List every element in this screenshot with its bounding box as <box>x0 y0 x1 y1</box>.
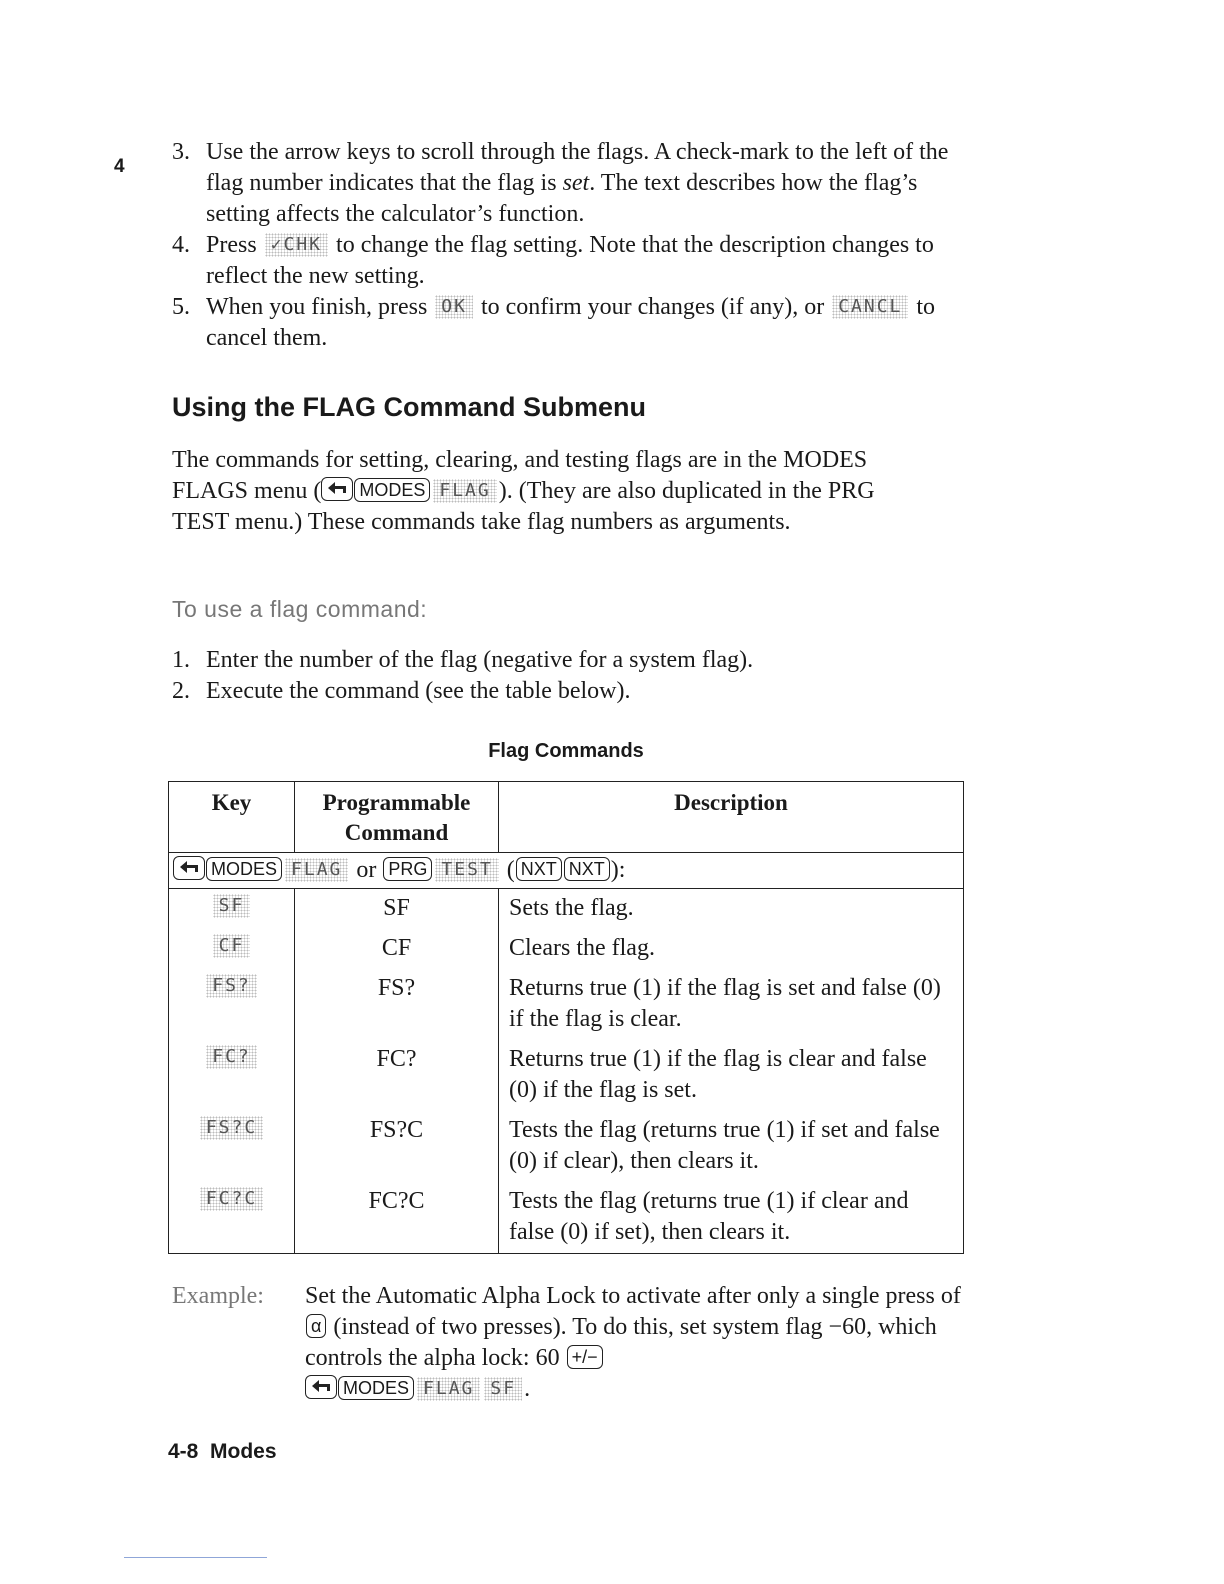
example-label: Example: <box>172 1283 264 1309</box>
cf-softkey: CF <box>213 934 251 958</box>
step-3: 3. Use the arrow keys to scroll through the flags. A check-mark to the left of the flag number indicates that the flag is set. The text describes how the flag’s setting affects the calculator’s function. <box>172 139 949 227</box>
alpha-key: α <box>306 1314 326 1338</box>
description-cell: Tests the flag (returns true (1) if set and false (0) if clear), then clears it. <box>499 1111 964 1182</box>
command-cell: CF <box>295 929 499 969</box>
modes-key: MODES <box>206 857 282 881</box>
header-key: Key <box>169 782 295 853</box>
flag-softkey: FLAG <box>433 479 496 503</box>
left-shift-key-icon <box>321 477 353 501</box>
prg-key: PRG <box>383 857 432 881</box>
nxt-key: NXT <box>564 857 610 881</box>
table-header-row <box>169 782 964 853</box>
flag-commands-table <box>168 781 964 1254</box>
table-row <box>169 969 964 1040</box>
fc-softkey: FC? <box>206 1045 257 1069</box>
chk-softkey: ✓CHK <box>265 233 328 257</box>
modes-key: MODES <box>338 1376 414 1400</box>
table-title: Flag Commands <box>488 740 644 762</box>
description-cell: Sets the flag. <box>499 889 964 930</box>
step-5: 5. When you finish, press OK to confirm your changes (if any), or CANCL to cancel them. <box>172 294 936 351</box>
left-shift-key-icon <box>173 856 205 880</box>
flag-softkey: FLAG <box>285 858 348 882</box>
chapter-tab: 4 <box>114 156 125 177</box>
use-step-1: 1. Enter the number of the flag (negative for a system flag). <box>172 647 754 673</box>
steps-list <box>172 137 972 354</box>
command-cell: FS? <box>295 969 499 1040</box>
table-row <box>169 1040 964 1111</box>
example-text: Set the Automatic Alpha Lock to activate after only a single press of α (instead of two presses). To do this, set system flag −60, which controls the alpha lock: 60 +/− MODES FLAG SF . <box>305 1283 961 1402</box>
use-step-2: 2. Execute the command (see the table below). <box>172 678 631 704</box>
menu-path-row: MODES FLAG or PRG TEST ( NXT NXT ): <box>169 853 964 889</box>
description-cell: Tests the flag (returns true (1) if clear and false (0) if set), then clears it. <box>499 1182 964 1254</box>
command-cell: FC? <box>295 1040 499 1111</box>
footer-rule <box>124 1557 267 1558</box>
command-cell: FC?C <box>295 1182 499 1254</box>
fcc-softkey: FC?C <box>200 1187 263 1211</box>
sign-key: +/− <box>567 1345 603 1369</box>
left-shift-key-icon <box>305 1375 337 1399</box>
modes-key: MODES <box>354 478 430 502</box>
cancl-softkey: CANCL <box>832 295 908 319</box>
page-footer: 4-8 Modes <box>168 1440 277 1463</box>
sf-softkey: SF <box>213 894 251 918</box>
description-cell: Clears the flag. <box>499 929 964 969</box>
description-cell: Returns true (1) if the flag is set and false (0) if the flag is clear. <box>499 969 964 1040</box>
fsc-softkey: FS?C <box>200 1116 263 1140</box>
sf-softkey: SF <box>484 1377 522 1401</box>
description-cell: Returns true (1) if the flag is clear and false (0) if the flag is set. <box>499 1040 964 1111</box>
header-description: Description <box>499 782 964 853</box>
test-softkey: TEST <box>435 858 498 882</box>
header-programmable-command: Programmable Command <box>295 782 499 853</box>
section-heading: Using the FLAG Command Submenu <box>172 392 647 422</box>
command-cell: FS?C <box>295 1111 499 1182</box>
table-row <box>169 1111 964 1182</box>
table-row <box>169 889 964 930</box>
command-cell: SF <box>295 889 499 930</box>
table-row <box>169 1182 964 1254</box>
table-row <box>169 929 964 969</box>
step-4: 4. Press ✓CHK to change the flag setting. Note that the description changes to reflect the new setting. <box>172 232 934 289</box>
fs-softkey: FS? <box>206 974 257 998</box>
ok-softkey: OK <box>435 295 473 319</box>
use-steps-list <box>172 645 932 707</box>
intro-paragraph: The commands for setting, clearing, and testing flags are in the MODES FLAGS menu ( MODES FLAG ). (They are also duplicated in the PRG TEST menu.) These commands take flag numbers as arguments. <box>172 447 875 535</box>
flag-softkey: FLAG <box>417 1377 480 1401</box>
sub-heading: To use a flag command: <box>172 596 428 622</box>
nxt-key: NXT <box>516 857 562 881</box>
